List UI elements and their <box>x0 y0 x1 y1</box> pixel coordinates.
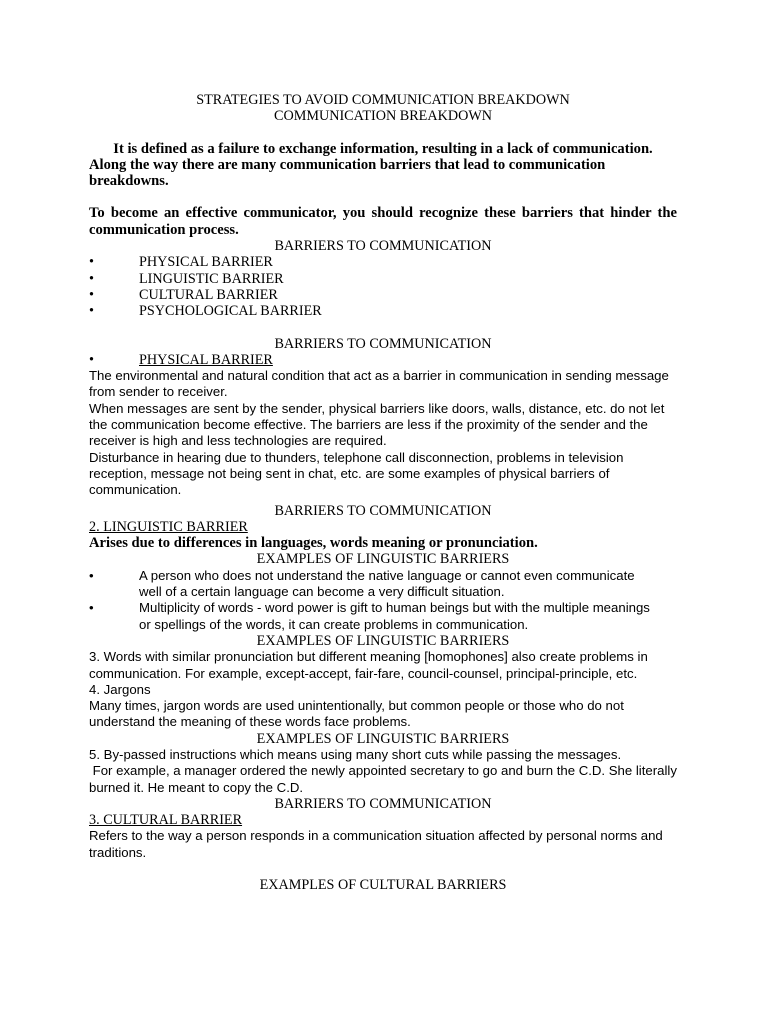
physical-p3: Disturbance in hearing due to thunders, telephone call disconnection, problems in television reception, message not being sent in chat, etc. are some examples of physical barriers of communication. <box>89 449 624 498</box>
linguistic-examples-heading-2: EXAMPLES OF LINGUISTIC BARRIERS <box>256 632 510 649</box>
list-item <box>89 600 677 633</box>
bullet-icon: • <box>89 303 94 320</box>
physical-barrier-heading <box>89 352 677 368</box>
list-item <box>89 568 677 601</box>
document-subtitle: COMMUNICATION BREAKDOWN <box>274 108 492 125</box>
bullet-icon: • <box>89 254 94 271</box>
physical-p2: When messages are sent by the sender, physical barriers like doors, walls, distance, etc. do not let the communication become effective. The barriers are less if the proximity of the sender and the receiver is high and less technologies are required. <box>89 400 665 449</box>
list-item <box>89 271 677 287</box>
definition-text: It is defined as a failure to exchange information, resulting in a lack of communication. <box>113 140 653 157</box>
list-item-label: PSYCHOLOGICAL BARRIER <box>139 303 322 320</box>
list-item-label: PHYSICAL BARRIER <box>139 254 273 271</box>
list-item-text: A person who does not understand the native language or cannot even communicate well of a certain language can become a very difficult situation. <box>139 567 635 600</box>
list-item <box>89 254 677 270</box>
barriers-heading-2: BARRIERS TO COMMUNICATION <box>274 335 492 352</box>
linguistic-examples-section-1 <box>89 649 677 730</box>
physical-p1: The environmental and natural condition that act as a barrier in communication in sending message from sender to receiver. <box>89 368 669 400</box>
linguistic-p3: 3. Words with similar pronunciation but different meaning [homophones] also create problems in communication. For example, except-accept, fair-fare, council-counsel, principal-principle, etc. <box>89 649 648 681</box>
bullet-icon: • <box>89 567 94 583</box>
list-item-label: CULTURAL BARRIER <box>139 286 278 303</box>
barrier-list <box>89 254 677 319</box>
physical-barrier-title: PHYSICAL BARRIER <box>139 351 273 368</box>
linguistic-arises: Arises due to differences in languages, words meaning or pronunciation. <box>89 535 538 552</box>
linguistic-bullet-list <box>89 568 677 633</box>
list-item-text: Multiplicity of words - word power is gift to human beings but with the multiple meanings or spellings of the words, it can create problems in communication. <box>139 600 650 632</box>
cultural-p1: Refers to the way a person responds in a communication situation affected by personal norms and traditions. <box>89 828 663 860</box>
linguistic-p4: Many times, jargon words are used unintentionally, but common people or those who do not understand the meaning of these words face problems. <box>89 698 624 730</box>
linguistic-examples-heading-3: EXAMPLES OF LINGUISTIC BARRIERS <box>256 730 510 747</box>
along-text: Along the way there are many communication barriers that lead to communication breakdowns. <box>89 156 606 190</box>
linguistic-p5-example: For example, a manager ordered the newly appointed secretary to go and burn the C.D. She literally burned it. He meant to copy the C.D. <box>89 763 681 795</box>
linguistic-barrier-title: 2. LINGUISTIC BARRIER <box>89 518 248 535</box>
barriers-heading-4: BARRIERS TO COMMUNICATION <box>274 795 492 812</box>
cultural-examples-heading: EXAMPLES OF CULTURAL BARRIERS <box>259 877 507 894</box>
barriers-heading-1: BARRIERS TO COMMUNICATION <box>274 238 492 255</box>
bullet-icon: • <box>89 351 94 368</box>
linguistic-examples-section-2 <box>89 746 681 796</box>
list-item-label: LINGUISTIC BARRIER <box>139 270 284 287</box>
linguistic-p5: 5. By-passed instructions which means using many short cuts while passing the messages. <box>89 746 622 762</box>
bullet-icon: • <box>89 600 94 616</box>
physical-barrier-section <box>89 368 677 498</box>
document-page <box>89 92 681 894</box>
cultural-barrier-title: 3. CULTURAL BARRIER <box>89 812 243 829</box>
document-title: STRATEGIES TO AVOID COMMUNICATION BREAKDOWN <box>196 92 570 108</box>
bullet-icon: • <box>89 286 94 303</box>
list-item <box>89 287 677 303</box>
bullet-icon: • <box>89 270 94 287</box>
linguistic-p4-title: 4. Jargons <box>89 681 151 697</box>
barriers-heading-3: BARRIERS TO COMMUNICATION <box>274 502 492 519</box>
list-item <box>89 303 677 319</box>
linguistic-examples-heading-1: EXAMPLES OF LINGUISTIC BARRIERS <box>256 551 510 568</box>
become-text: To become an effective communicator, you should recognize these barriers that hinder the communication process. <box>89 205 677 238</box>
